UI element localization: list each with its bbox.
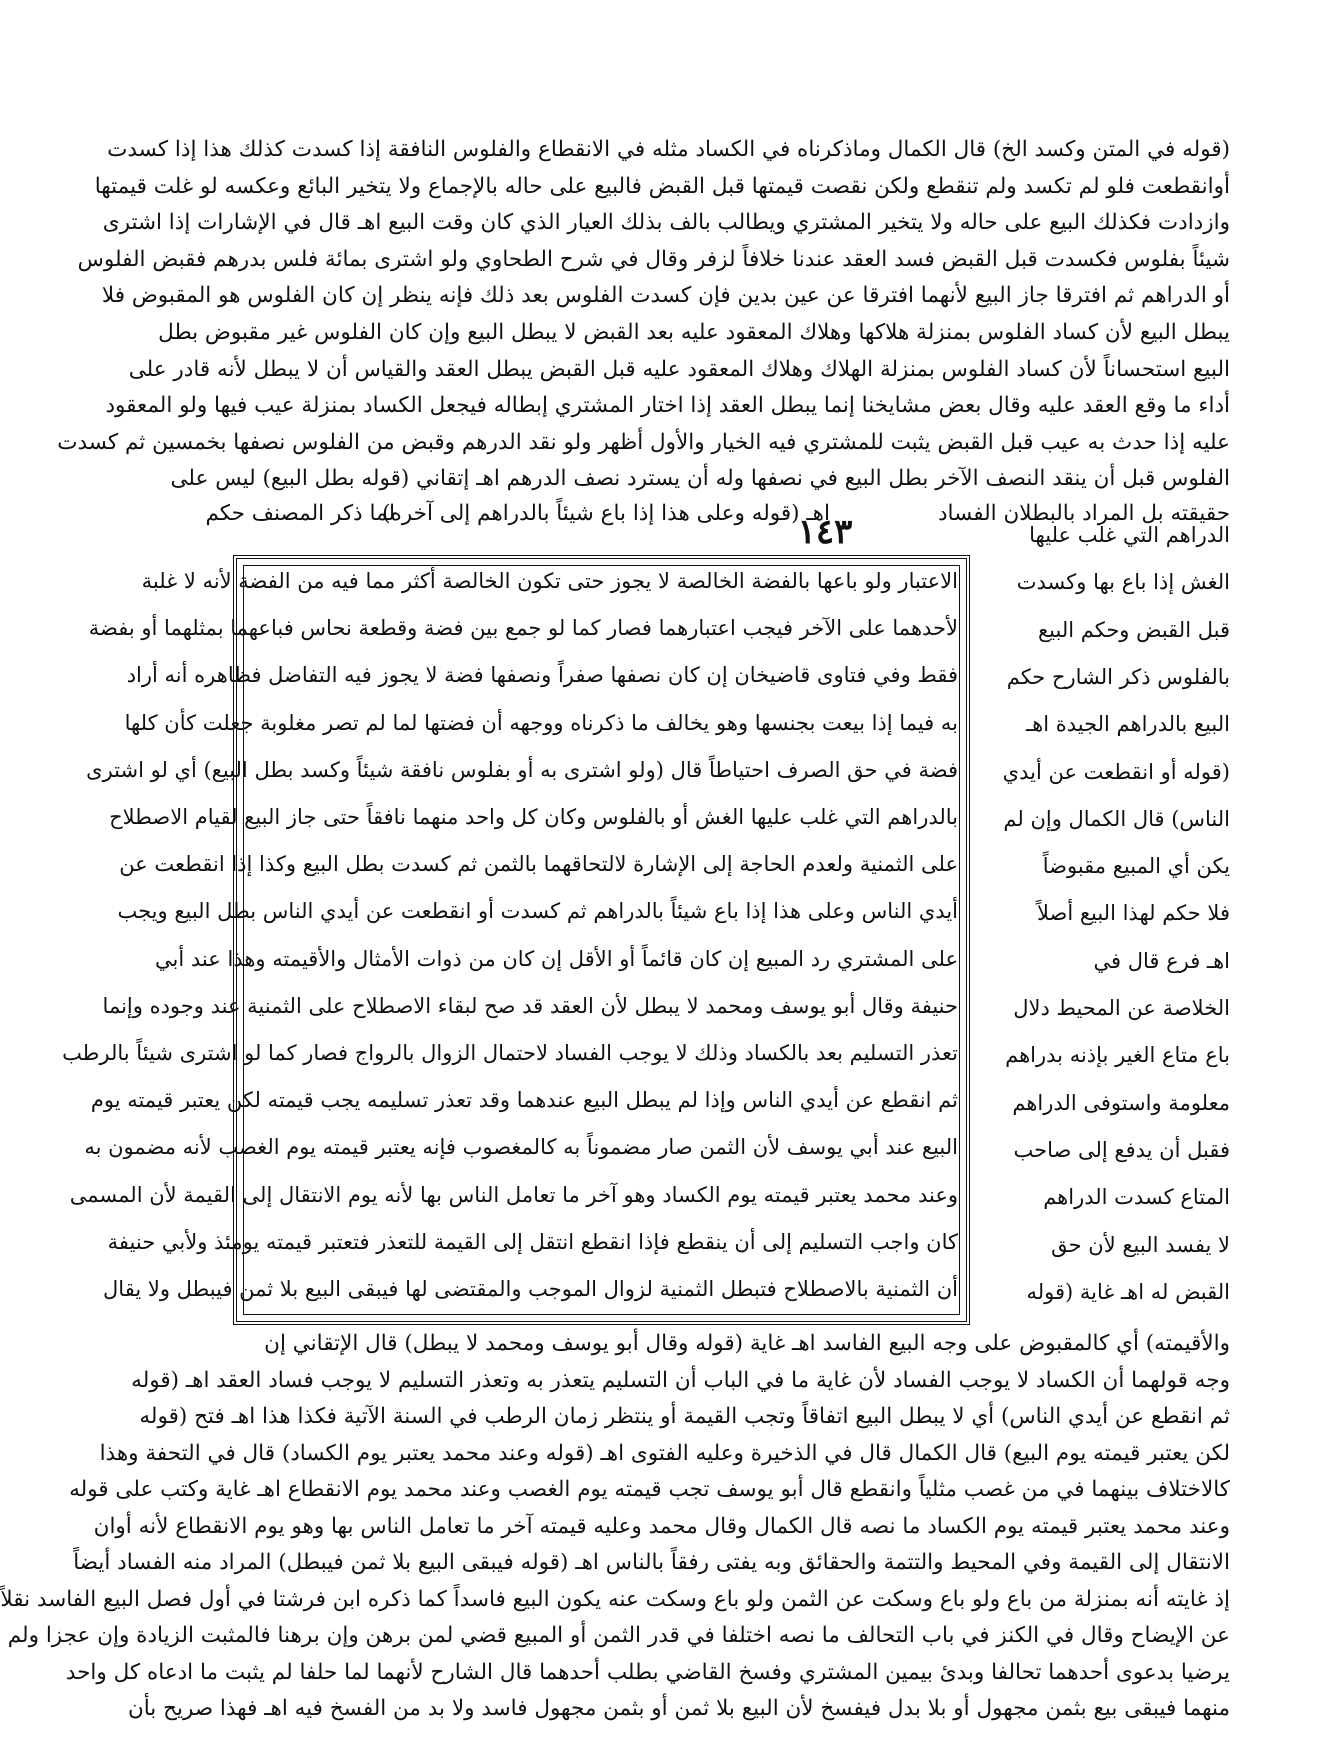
- text-line: إذ غايته أنه بمنزلة من باع ولو باع وسكت عن الثمن ولو باع وسكت عنه يكون البيع فاسداً كما ذكره ابن فرشتا في أول فصل البيع الفاسد نقلاً: [0, 1586, 1230, 1612]
- main-text-line: أن الثمنية بالاصطلاح فتبطل الثمنية لزوال الموجب والمقتضى لها فيبقى البيع بلا ثمن فيبطل ولا يقال: [103, 1277, 958, 1301]
- margin-line: فقبل أن يدفع إلى صاحب: [1013, 1137, 1230, 1162]
- text-line: عليه إذا حدث به عيب قبل القبض يثبت للمشتري فيه الخيار والأول أظهر ولو نقد الدرهم وقبض من الفلوس نصفها بخمسين ثم كسدت: [57, 429, 1230, 455]
- margin-line: قبل القبض وحكم البيع: [1037, 617, 1230, 642]
- margin-line: القبض له اهـ غاية (قوله: [1026, 1279, 1230, 1304]
- margin-line: الغش إذا باع بها وكسدت: [1016, 570, 1230, 595]
- text-line: (قوله في المتن وكسد الخ) قال الكمال وماذكرناه في الكساد مثله في الانقطاع والفلوس النافقة إذا كسدت كذلك هذا إذا كسدت: [107, 137, 1230, 162]
- main-text-line: فضة في حق الصرف احتياطاً قال (ولو اشترى به أو بفلوس نافقة شيئاً وكسد بطل البيع) أي لو اشترى: [86, 757, 958, 782]
- text-line: وازدادت فكذلك البيع على حاله ولا يتخير المشتري ويطالب بالف بذلك العيار الذي كان وقت البيع اهـ قال في الإشارات إذا اشترى: [102, 210, 1230, 236]
- margin-line: الناس) قال الكمال وإن لم: [1003, 806, 1230, 831]
- margin-line: فلا حكم لهذا البيع أصلاً: [1036, 901, 1230, 926]
- text-line: أو الدراهم ثم افترقا جاز البيع لأنهما افترقا عن عين بدين فإن كسدت الفلوس بعد ذلك فإنه ينظر إن كان الفلوس هو المقبوض فلا: [101, 283, 1230, 309]
- text-line: يبطل البيع لأن كساد الفلوس بمنزلة هلاكها وهلاك المعقود عليه بعد القبض لا يبطل البيع وإن كان الفلوس غير مقبوض بطل: [158, 320, 1230, 345]
- text-line: منهما فيبقى بيع بثمن مجهول أو بلا بدل فيفسخ لأن البيع بلا ثمن أو بثمن مجهول فاسد ولا بد من الفسخ فيه اهـ فهذا صريح بأن: [127, 1696, 1230, 1721]
- text-line: ثم انقطع عن أيدي الناس) أي لا يبطل البيع اتفاقاً وتجب القيمة أو ينتظر زمان الرطب في السنة الآتية فكذا هذا اهـ فتح (قوله: [139, 1404, 1230, 1429]
- main-text-line: لأحدهما على الآخر فيجب اعتبارهما فصار كما لو جمع بين فضة وقطعة نحاس فباعهما بمثلهما أو بفضة: [88, 616, 958, 641]
- text-line: وعند محمد يعتبر قيمته يوم الكساد ما نصه قال الكمال وقال محمد وعليه قيمته آخر ما تعامل الناس بها وهو يوم الانقطاع لأنه أوان: [93, 1513, 1230, 1539]
- text-line: كالاختلاف بينهما في من غصب مثلياً وانقطع قال أبو يوسف تجب قيمته يوم الغصب وعند محمد يوم الانقطاع اهـ غاية وكتب على قوله: [69, 1477, 1230, 1502]
- text-line: الانتقال إلى القيمة وفي المحيط والتتمة والحقائق وبه يفتى رفقاً بالناس اهـ (قوله فيبقى البيع بلا ثمن فيبطل) المراد منه الفساد أيضاً: [73, 1550, 1230, 1575]
- header-left-text: لما ذكر المصنف حكم: [205, 501, 395, 526]
- text-line: يرضيا بدعوى أحدهما تحالفا وبدئ بيمين المشتري وفسخ القاضي بطلب أحدهما قال الشارح لأنهما لما حلفا لم يثبت ما ادعاه كل واحد: [65, 1659, 1230, 1685]
- main-text-line: كان واجب التسليم إلى أن ينقطع فإذا انقطع انتقل إلى القيمة للتعذر فتعتبر قيمته يومئذ ولأبي حنيفة: [107, 1229, 958, 1254]
- text-line: والأقيمته) أي كالمقبوض على وجه البيع الفاسد اهـ غاية (قوله وقال أبو يوسف ومحمد لا يبطل) قال الإتقاني إن: [264, 1331, 1230, 1356]
- main-text-line: فقط وفي فتاوى قاضيخان إن كان نصفها صفراً ونصفها فضة لا يجوز فيه التفاضل فظاهره أنه أراد: [126, 663, 958, 688]
- main-text-line: الاعتبار ولو باعها بالفضة الخالصة لا يجوز حتى تكون الخالصة أكثر مما فيه من الفضة لأنه لا غلبة: [141, 569, 958, 593]
- margin-line: معلومة واستوفى الدراهم: [1012, 1090, 1230, 1115]
- margin-line: المتاع كسدت الدراهم: [1043, 1185, 1230, 1210]
- margin-line: باع متاع الغير بإذنه بدراهم: [1005, 1043, 1230, 1068]
- margin-line: الدراهم التي غلب عليها: [1029, 523, 1230, 547]
- main-text-line: حنيفة وقال أبو يوسف ومحمد لا يبطل لأن العقد قد صح لبقاء الاصطلاح على الثمنية عند وجوده وإنما: [102, 993, 958, 1018]
- main-text-line: على الثمنية ولعدم الحاجة إلى الإشارة لالتحاقهما بالثمن ثم كسدت بطل البيع وكذا إذا انقطعت عن: [119, 852, 958, 877]
- text-line: أوانقطعت فلو لم تكسد ولم تنقطع ولكن نقصت قيمتها قبل القبض فالبيع على حاله بالإجماع ولا يتخير البائع وعكسه لو غلت قيمتها: [94, 173, 1230, 199]
- text-line: الفلوس قبل أن ينقد النصف الآخر بطل البيع في نصفها وله أن يسترد نصف الدرهم اهـ إتقاني (قوله بطل البيع) ليس على: [170, 466, 1230, 492]
- main-text-line: البيع عند أبي يوسف لأن الثمن صار مضموناً به كالمغصوب فإنه يعتبر قيمته يوم الغصب لأنه مضمون به: [84, 1135, 958, 1160]
- margin-line: البيع بالدراهم الجيدة اهـ: [1025, 712, 1230, 737]
- text-line: عن الإيضاح وقال في الكنز في باب التحالف ما نصه اختلفا في قدر الثمن أو المبيع قضي لمن برهن وإن برهنا فالمثبت الزيادة وإن عجزا ولم: [7, 1623, 1230, 1648]
- main-text-line: تعذر التسليم بعد بالكساد وذلك لا يوجب الفساد لاحتمال الزوال بالرواج فصار كما لو اشترى شيئاً بالرطب: [62, 1041, 958, 1065]
- main-text-line: وعند محمد يعتبر قيمته يوم الكساد وهو آخر ما تعامل الناس بها لأنه يوم الانتقال إلى القيمة لأن المسمى: [69, 1182, 958, 1207]
- header-right-text: حقيقته بل المراد بالبطلان الفساد: [937, 501, 1230, 526]
- text-line: لكن يعتبر قيمته يوم البيع) قال الكمال قال في الذخيرة وعليه الفتوى اهـ (قوله وعند محمد يعتبر يوم الكساد) قال في التحفة وهذا: [99, 1440, 1230, 1466]
- main-text-line: أيدي الناس وعلى هذا إذا باع شيئاً بالدراهم ثم كسدت أو انقطعت عن أيدي الناس بطل البيع ويجب: [117, 899, 958, 924]
- header-middle-text: اهـ (قوله وعلى هذا إذا باع شيئاً بالدراهم إلى آخره): [382, 501, 830, 526]
- main-text-line: ثم انقطع عن أيدي الناس وإذا لم يبطل البيع عندهما وقد تعذر تسليمه يجب قيمته لكن يعتبر قيمته يوم: [90, 1088, 958, 1113]
- text-line: وجه قولهما أن الكساد لا يوجب الفساد لأن غاية ما في الباب أن التسليم يتعذر به وتعذر التسليم لا يوجب فساد العقد اهـ (قوله: [131, 1367, 1230, 1393]
- main-text-line: به فيما إذا بيعت بجنسها وهو يخالف ما ذكرناه ووجهه أن فضتها لما لم تصر مغلوبة جعلت كأن كلها: [124, 710, 958, 735]
- text-line: البيع استحساناً لأن كساد الفلوس بمنزلة الهلاك وهلاك المعقود عليه قبل القبض يبطل العقد والقياس أن لا يبطل لأنه قادر على: [128, 356, 1230, 382]
- margin-line: لا يفسد البيع لأن حق: [1051, 1232, 1230, 1257]
- text-line: أداء ما وقع العقد عليه وقال بعض مشايخنا إنما يبطل العقد إذا اختار المشتري إبطاله فيجعل الكساد بمنزلة عيب فيها ولو المعقود: [105, 393, 1230, 419]
- margin-line: يكن أي المبيع مقبوضاً: [1042, 854, 1230, 879]
- margin-line: (قوله أو انقطعت عن أيدي: [1002, 759, 1230, 784]
- margin-line: الخلاصة عن المحيط دلال: [1013, 996, 1230, 1020]
- margin-line: بالفلوس ذكر الشارح حكم: [1006, 664, 1230, 689]
- main-text-line: على المشتري رد المبيع إن كان قائماً أو الأقل إن كان من ذوات الأمثال والأقيمته وهذا عند أبي: [155, 946, 958, 971]
- main-text-line: بالدراهم التي غلب عليها الغش أو بالفلوس وكان كل واحد منهما نافقاً حتى جاز البيع لقيام الاصطلاح: [109, 805, 958, 829]
- margin-line: اهـ فرع قال في: [1093, 948, 1230, 973]
- page-number: ١٤٣: [797, 512, 853, 552]
- text-line: شيئاً بفلوس فكسدت قبل القبض فسد العقد عندنا خلافاً لزفر وقال في شرح الطحاوي ولو اشترى بمائة فلس بدرهم فقبض الفلوس: [77, 246, 1230, 272]
